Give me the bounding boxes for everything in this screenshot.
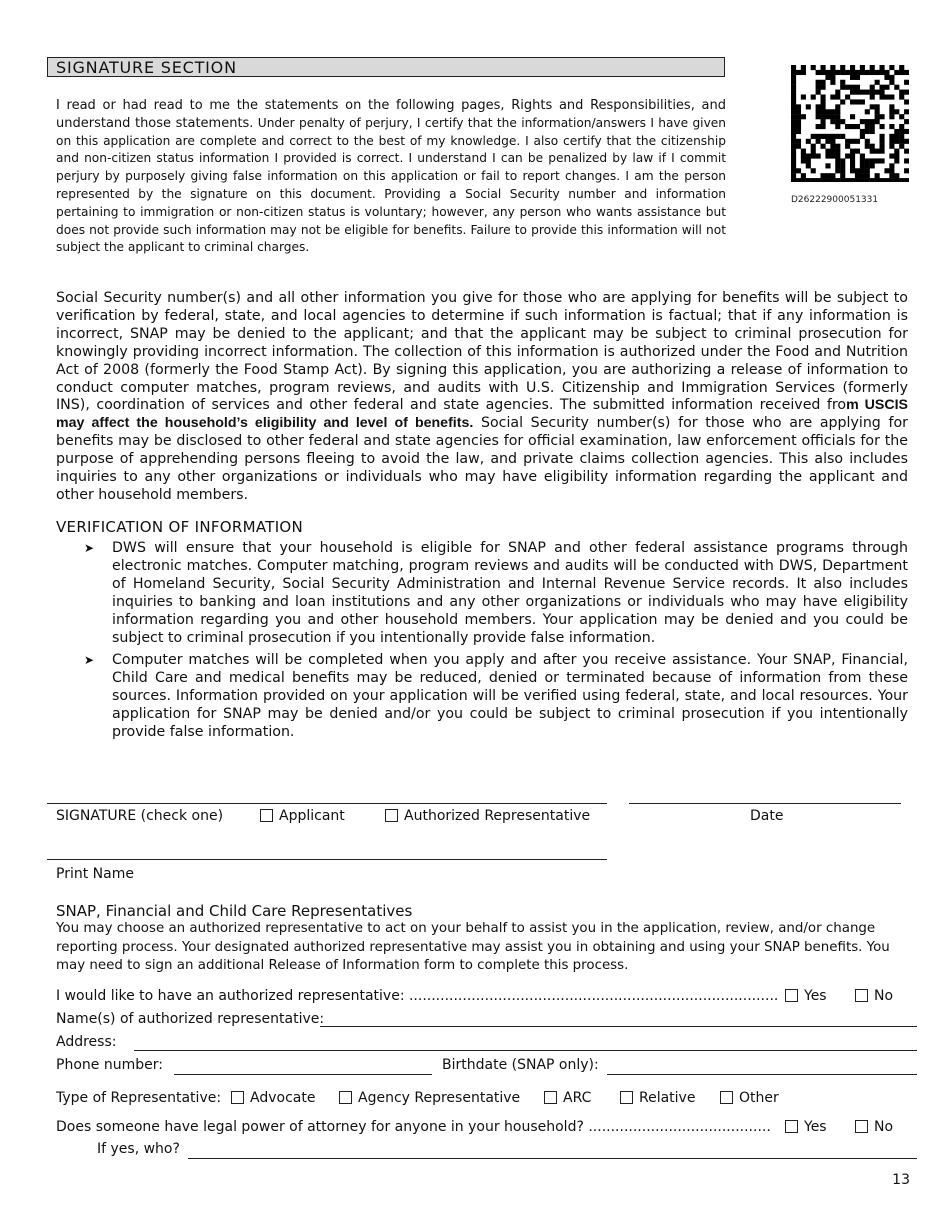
- authorized-rep-label: Authorized Representative: [404, 808, 591, 824]
- yes-label: Yes: [804, 988, 827, 1004]
- rep-type-relative[interactable]: [620, 1090, 695, 1106]
- bullet-text: Computer matches will be completed when you apply and after you receive assistance. Your SNAP, Financial, Child Care and medical benefits may be reduced, denied or terminated because of information from these sources. Information provided on your application will be verified using federal, state, and local resources. Your application for SNAP may be denied and/or you could be subject to criminal prosecution if you intentionally provide false information.: [112, 652, 908, 740]
- poa-yes-option[interactable]: [785, 1119, 827, 1135]
- phone-label: Phone number:: [56, 1057, 163, 1073]
- relative-checkbox[interactable]: [620, 1091, 633, 1104]
- poa-who-field[interactable]: [188, 1158, 917, 1159]
- arrow-bullet-icon: ➤: [84, 653, 95, 667]
- yes-label: Yes: [804, 1119, 827, 1135]
- certification-lead: I read or had read to me the statements on the following pages, Rights and Responsibilities, and understand those statements.: [56, 98, 726, 131]
- auth-rep-yes-option[interactable]: [785, 988, 827, 1004]
- other-label: Other: [739, 1090, 779, 1106]
- arc-label: ARC: [563, 1090, 592, 1106]
- applicant-checkbox[interactable]: [260, 809, 273, 822]
- representatives-intro: You may choose an authorized representative to act on your behalf to assist you in the application, review, and/or change reporting process. Your designated authorized representative may assist you in obtaining and using your SNAP benefits. You may need to sign an additional Release of Information form to complete this process.: [56, 921, 890, 974]
- section-title: SIGNATURE SECTION: [47, 57, 725, 77]
- poa-no-checkbox[interactable]: [855, 1120, 868, 1133]
- representatives-title: SNAP, Financial and Child Care Representatives: [56, 902, 413, 920]
- no-label: No: [874, 1119, 894, 1135]
- barcode-number: D26222900051331: [791, 195, 879, 205]
- print-name-label: Print Name: [56, 866, 134, 882]
- if-yes-who-label: If yes, who?: [97, 1141, 180, 1157]
- agency-rep-label: Agency Representative: [358, 1090, 521, 1106]
- phone-field[interactable]: [174, 1074, 432, 1075]
- authorization-text-1: Social Security number(s) and all other information you give for those who are applying for benefits will be subject to verification by federal, state, and local agencies to determine if such information is factual; that if any information is incorrect, SNAP may be denied to the applicant; and that the applicant may be subject to criminal prosecution for knowingly providing incorrect information. The collection of this information is authorized under the Food and Nutrition Act of 2008 (formerly the Food Stamp Act). By signing this application, you are authorizing a release of information to conduct computer matches, program reviews, and audits with U.S. Citizenship and Immigration Services (formerly INS), coordination of services and other federal and state agencies. The submitted information received fro: [56, 290, 908, 414]
- authorized-rep-option[interactable]: [385, 808, 590, 824]
- data-matrix-barcode: [791, 65, 909, 182]
- address-label: Address:: [56, 1034, 117, 1050]
- address-field[interactable]: [134, 1050, 917, 1051]
- date-line[interactable]: [629, 803, 901, 804]
- rep-type-other[interactable]: [720, 1090, 779, 1106]
- arrow-bullet-icon: ➤: [84, 541, 95, 555]
- advocate-label: Advocate: [250, 1090, 316, 1106]
- verification-bullet: [84, 540, 908, 647]
- birthdate-label: Birthdate (SNAP only):: [442, 1057, 599, 1073]
- arc-checkbox[interactable]: [544, 1091, 557, 1104]
- applicant-option[interactable]: [260, 808, 345, 824]
- auth-rep-question: I would like to have an authorized representative: ...................................................................................: [56, 988, 779, 1004]
- print-name-line[interactable]: [47, 859, 607, 860]
- page-number: 13: [892, 1172, 910, 1188]
- rep-type-agency[interactable]: [339, 1090, 520, 1106]
- authorization-bold-text: m USCIS may affect the household’s eligibility and level of benefits.: [56, 397, 909, 432]
- verification-title: VERIFICATION OF INFORMATION: [56, 518, 304, 536]
- birthdate-field[interactable]: [607, 1074, 917, 1075]
- agency-rep-checkbox[interactable]: [339, 1091, 352, 1104]
- authorized-rep-checkbox[interactable]: [385, 809, 398, 822]
- advocate-checkbox[interactable]: [231, 1091, 244, 1104]
- relative-label: Relative: [639, 1090, 696, 1106]
- bullet-text: DWS will ensure that your household is eligible for SNAP and other federal assistance programs through electronic matches. Computer matching, program reviews and audits will be conducted with DWS, Department of Homeland Security, Social Security Administration and Internal Revenue Service records. It also includes inquiries to banking and loan institutions and any other organizations or individuals who may have eligibility information regarding you and other household members. Your application may be denied and you could be subject to criminal prosecution if you intentionally provide false information.: [112, 540, 908, 646]
- certification-paragraph: [56, 97, 726, 257]
- applicant-label: Applicant: [279, 808, 345, 824]
- poa-no-option[interactable]: [855, 1119, 893, 1135]
- rep-type-advocate[interactable]: [231, 1090, 315, 1106]
- authorization-text-2: Social Security number(s) for those who are applying for benefits may be disclosed to other federal and state agencies for official examination, law enforcement officials for the purpose of apprehending persons fleeing to avoid the law, and private claims collection agencies. This also includes inquiries to any other organizations or individuals who may have eligibility information regarding the applicant and other household members.: [56, 415, 908, 503]
- auth-rep-no-checkbox[interactable]: [855, 989, 868, 1002]
- signature-label: SIGNATURE (check one): [56, 808, 224, 824]
- verification-authorization-paragraph: [56, 290, 908, 505]
- date-label: Date: [750, 808, 784, 824]
- verification-bullet: [84, 652, 908, 742]
- rep-type-arc[interactable]: [544, 1090, 591, 1106]
- poa-question: Does someone have legal power of attorney for anyone in your household? .........................................: [56, 1119, 771, 1135]
- auth-rep-yes-checkbox[interactable]: [785, 989, 798, 1002]
- certification-text: Under penalty of perjury, I certify that the information/answers I have given on this application are complete and correct to the best of my knowledge. I also certify that the citizenship and non-citizen status information I provided is correct. I understand I can be penalized by law if I commit perjury by purposely giving false information on this application or fail to report changes. I am the person represented by the signature on this document. Providing a Social Security number and information pertaining to immigration or non-citizen status is voluntary; however, any person who wants assistance but does not provide such information may not be eligible for benefits. Failure to provide this information will not subject the applicant to criminal charges.: [56, 115, 727, 255]
- rep-type-label: Type of Representative:: [56, 1090, 222, 1106]
- no-label: No: [874, 988, 894, 1004]
- signature-line[interactable]: [47, 803, 607, 804]
- other-checkbox[interactable]: [720, 1091, 733, 1104]
- rep-names-field[interactable]: [320, 1026, 917, 1027]
- rep-names-label: Name(s) of authorized representative:: [56, 1011, 325, 1027]
- poa-yes-checkbox[interactable]: [785, 1120, 798, 1133]
- auth-rep-no-option[interactable]: [855, 988, 893, 1004]
